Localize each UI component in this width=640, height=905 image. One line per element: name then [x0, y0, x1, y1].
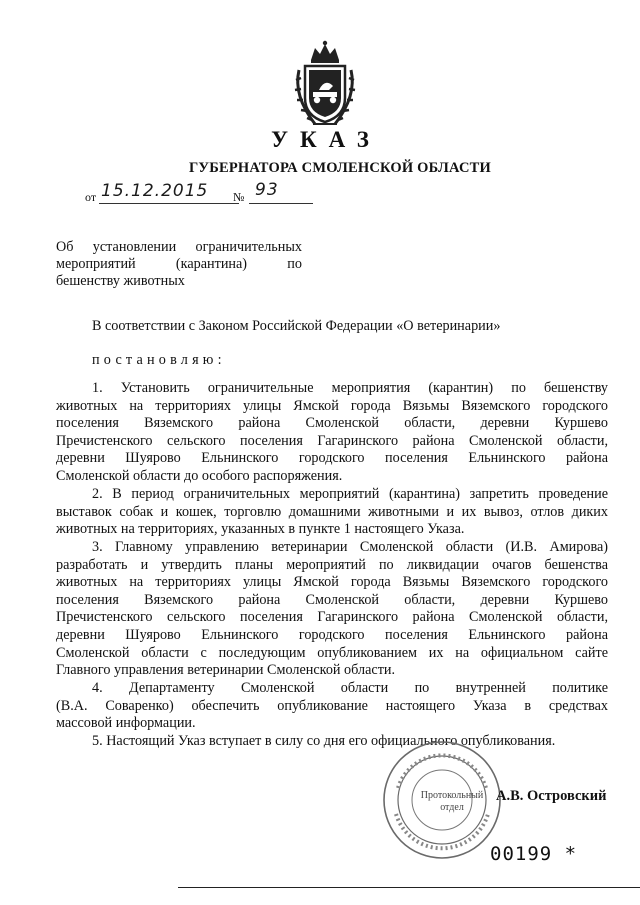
clause-2	[56, 486, 608, 539]
subject-line: мероприятий (карантина) по	[56, 256, 302, 272]
clause-line: 2. В период ограничительных мероприятий (карантина) запретить проведение	[92, 486, 608, 502]
document-subtitle: ГУБЕРНАТОРА СМОЛЕНСКОЙ ОБЛАСТИ	[188, 160, 492, 176]
clause-4	[56, 680, 608, 733]
stamp-label	[412, 790, 492, 814]
clause-line: 5. Настоящий Указ вступает в силу со дня его официального опубликования.	[92, 733, 556, 749]
clause-line: (В.А. Соваренко) обеспечить опубликование настоящего Указа в средствах	[56, 697, 608, 714]
clause-5	[56, 733, 608, 751]
signatory-name: А.В. Островский	[496, 788, 607, 804]
clause-line: поселения Вяземского района Смоленской области, деревни Куршево	[56, 415, 608, 432]
clause-1	[56, 380, 608, 486]
date-prefix: от	[85, 190, 97, 204]
clause-line: массовой информации.	[56, 715, 196, 732]
clause-line: животных на территориях улицы Ямской города Вязьмы Вяземского городского	[56, 574, 608, 591]
bottom-divider	[178, 887, 640, 888]
clause-line: животных на территориях, указанных в пункте 1 настоящего Указа.	[56, 521, 465, 538]
number-prefix: №	[233, 190, 245, 204]
clause-line: разработать и утвердить планы мероприятий по ликвидации очагов бешенства	[56, 556, 608, 573]
subject-line: Об установлении ограничительных	[56, 239, 302, 255]
date-value: 15.12.2015	[101, 181, 209, 201]
clause-line: деревни Шуярово Ельнинского городского поселения Ельнинского района	[56, 450, 608, 467]
registration-number: 00199 *	[490, 843, 578, 865]
preamble-text: В соответствии с Законом Российской Федерации «О ветеринарии»	[92, 318, 501, 334]
clause-line: 3. Главному управлению ветеринарии Смоленской области (И.В. Амирова)	[92, 539, 608, 555]
number-value: 93	[255, 180, 279, 200]
number-underline	[249, 203, 313, 204]
clause-line: Главного управления ветеринарии Смоленской области.	[56, 662, 396, 679]
clause-3	[56, 539, 608, 680]
stamp-line: отдел	[440, 802, 464, 813]
clause-line: деревни Шуярово Ельнинского городского поселения Ельнинского района	[56, 626, 608, 643]
clause-line: 1. Установить ограничительные мероприятия (карантин) по бешенству	[92, 380, 608, 396]
clause-line: выставок собак и кошек, торговлю домашними животными и их вывоз, отлов диких	[56, 503, 608, 520]
preamble	[56, 318, 608, 336]
clause-line: Пречистенского сельского поселения Гагаринского района Смоленской области,	[56, 432, 608, 449]
clause-line: животных на территориях улицы Ямской города Вязьмы Вяземского городского	[56, 397, 608, 414]
stamp-line: Протокольный	[420, 790, 484, 801]
date-number-row	[85, 180, 325, 208]
clause-line: поселения Вяземского района Смоленской области, деревни Куршево	[56, 591, 608, 608]
subject-line: бешенству животных	[56, 273, 185, 289]
clause-line: Смоленской области до особого распоряжения.	[56, 467, 343, 484]
date-underline	[99, 203, 239, 204]
decree-subject	[56, 239, 302, 290]
decree-word: постановляю:	[92, 352, 226, 368]
coat-of-arms-icon	[289, 40, 361, 126]
clause-line: Смоленской области с последующим опубликованием их на официальном сайте	[56, 644, 608, 661]
clause-line: Пречистенского сельского поселения Гагаринского района Смоленской области,	[56, 609, 608, 626]
clause-line: 4. Департаменту Смоленской области по внутренней политике	[92, 680, 608, 696]
document-title: УКАЗ	[271, 127, 381, 152]
